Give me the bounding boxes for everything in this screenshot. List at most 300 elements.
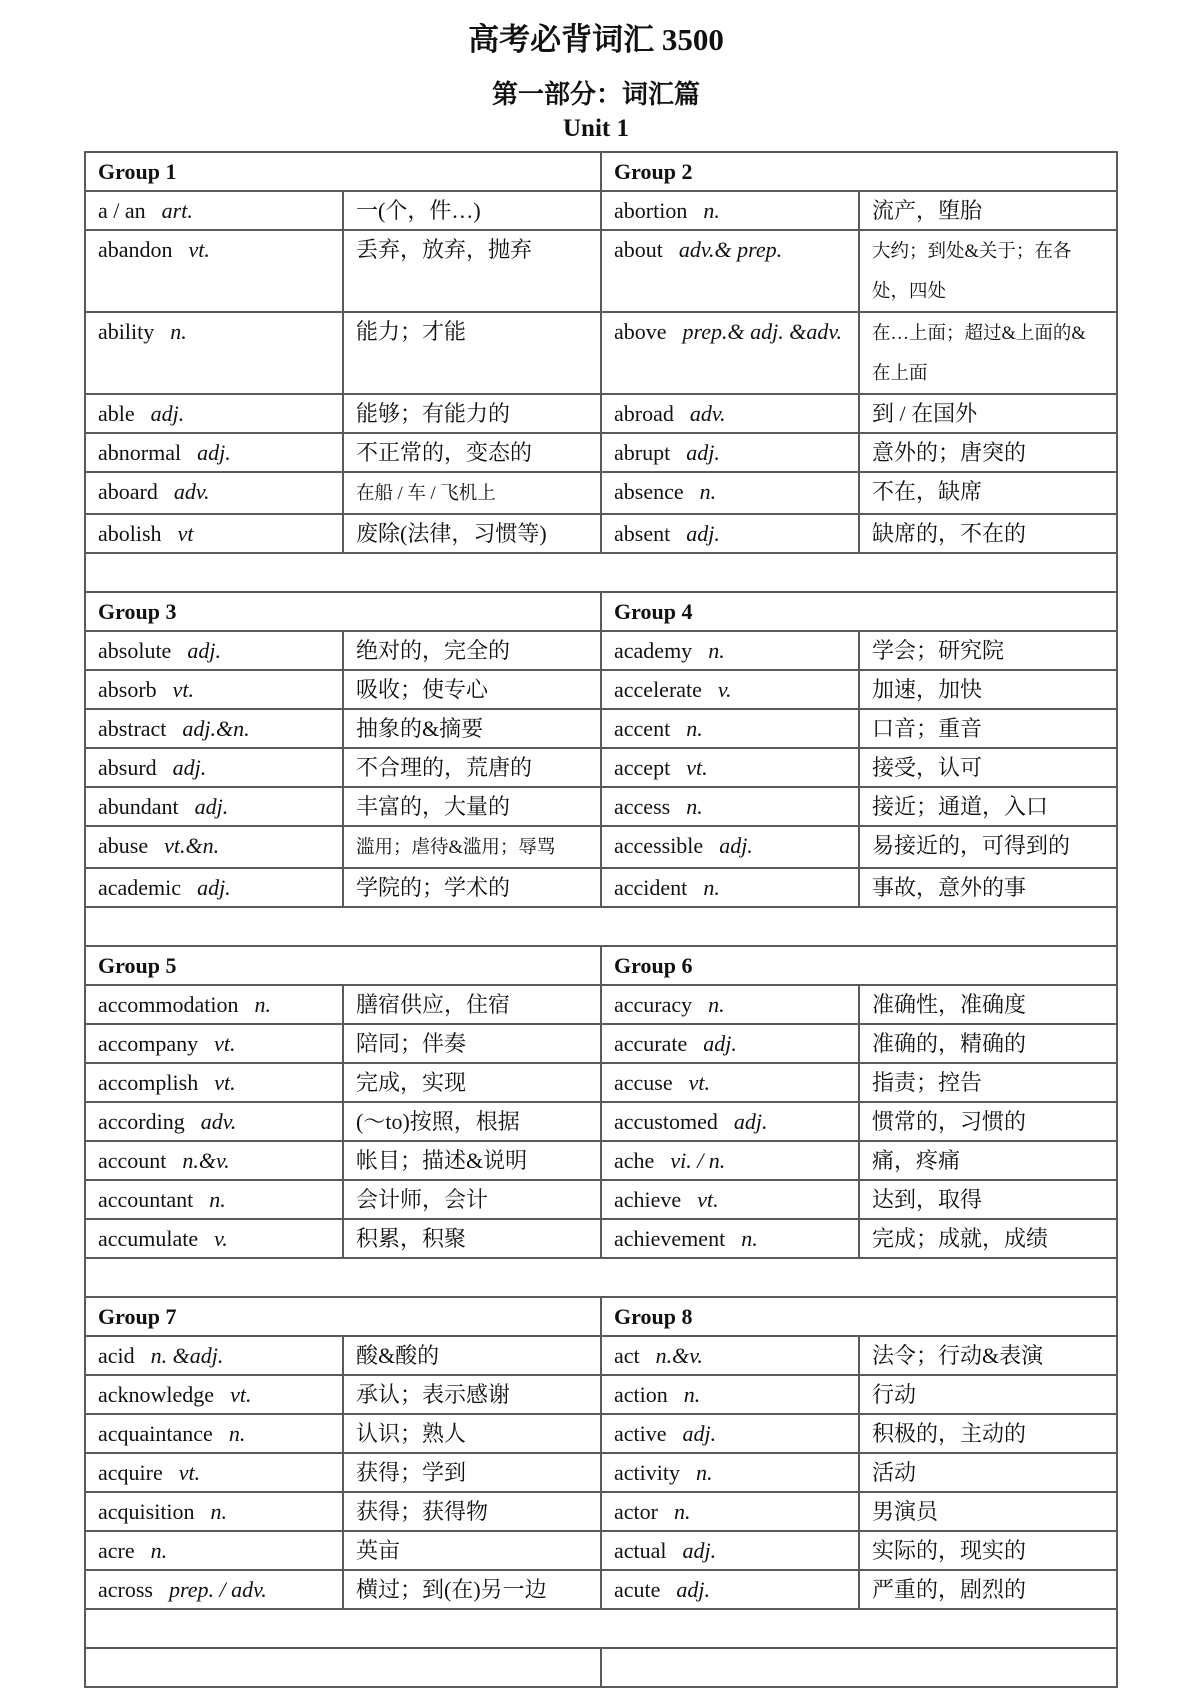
meaning: 一(个，件…) [356, 198, 481, 223]
meaning: 陪同；伴奏 [356, 1031, 467, 1056]
meaning: 能力；才能 [356, 319, 467, 344]
empty-row [85, 1648, 1117, 1687]
meaning-cell [859, 1531, 1117, 1570]
meaning: 行动 [872, 1382, 917, 1407]
word: accuracy [614, 992, 693, 1017]
meaning-cell [859, 709, 1117, 748]
part-of-speech: adv.& prep. [678, 237, 783, 262]
word: abnormal [98, 440, 182, 465]
word: acquisition [98, 1499, 195, 1524]
part-of-speech: n. [696, 1460, 713, 1485]
word: action [614, 1382, 668, 1407]
part-of-speech: n. [170, 319, 187, 344]
part-of-speech: n. [210, 1499, 228, 1524]
word-cell [85, 433, 343, 472]
part-of-speech: n. [708, 638, 725, 663]
meaning-cell [859, 433, 1117, 472]
empty-cell [85, 1258, 1117, 1297]
part-of-speech: adj.&n. [182, 716, 250, 741]
word: a / an [98, 198, 146, 223]
table-row [85, 826, 1117, 868]
word: accident [614, 875, 688, 900]
part-of-speech: n.&v. [655, 1343, 703, 1368]
group-heading: Group 2 [601, 152, 1117, 191]
table-row [85, 631, 1117, 670]
word-cell [601, 1531, 859, 1570]
word: access [614, 794, 671, 819]
word: abrupt [614, 440, 671, 465]
word-cell [601, 787, 859, 826]
group-header-row [85, 592, 1117, 631]
table-row [85, 1375, 1117, 1414]
table-row [85, 191, 1117, 230]
table-row [85, 1063, 1117, 1102]
word: actor [614, 1499, 658, 1524]
meaning: 废除(法律，习惯等) [356, 521, 547, 546]
group-heading: Group 1 [85, 152, 601, 191]
meaning: 获得；获得物 [356, 1499, 489, 1524]
spacer-row [85, 907, 1117, 946]
word-cell [601, 1453, 859, 1492]
word: acquaintance [98, 1421, 213, 1446]
unit-title: Unit 1 [563, 115, 629, 142]
meaning-cell [343, 631, 601, 670]
meaning: 活动 [872, 1460, 917, 1485]
meaning: 能够；有能力的 [356, 401, 511, 426]
word: about [614, 237, 663, 262]
part-of-speech: n. [741, 1226, 758, 1251]
word: across [98, 1577, 153, 1602]
word-cell [601, 868, 859, 907]
word-cell [85, 1141, 343, 1180]
meaning-cell [859, 514, 1117, 553]
spacer-row [85, 1609, 1117, 1648]
part-of-speech: n. [683, 1382, 701, 1407]
meaning-cell [859, 1219, 1117, 1258]
meaning: 获得；学到 [356, 1460, 467, 1485]
meaning-cell [343, 709, 601, 748]
meaning: 准确性，准确度 [872, 992, 1027, 1017]
meaning-cell [859, 230, 1117, 312]
part-of-speech: n.&v. [182, 1148, 230, 1173]
table-row [85, 1141, 1117, 1180]
word: accustomed [614, 1109, 718, 1134]
meaning-cell [859, 191, 1117, 230]
word-cell [85, 1024, 343, 1063]
meaning: 学院的；学术的 [356, 875, 511, 900]
meaning-cell [343, 1414, 601, 1453]
table-row [85, 433, 1117, 472]
table-row [85, 985, 1117, 1024]
meaning: 指责；控告 [872, 1070, 983, 1095]
meaning: 认识；熟人 [356, 1421, 467, 1446]
meaning-cell [343, 1336, 601, 1375]
word-cell [85, 1492, 343, 1531]
word: abuse [98, 833, 149, 858]
part-of-speech: n. [703, 198, 720, 223]
meaning-cell [343, 514, 601, 553]
part-of-speech: prep.& adj. &adv. [682, 319, 843, 344]
part-of-speech: n. [254, 992, 272, 1017]
document-title: 高考必背词汇 3500 [468, 22, 724, 57]
meaning: 接受，认可 [872, 755, 983, 780]
part-of-speech: n. [686, 716, 703, 741]
table-row [85, 1531, 1117, 1570]
vocabulary-table [84, 151, 1118, 1688]
empty-cell [85, 553, 1117, 592]
meaning: 在船 / 车 / 飞机上 [356, 484, 496, 504]
part-of-speech: n. [228, 1421, 246, 1446]
word-cell [85, 1336, 343, 1375]
meaning: 帐目；描述&说明 [356, 1148, 528, 1173]
meaning-cell [859, 1414, 1117, 1453]
word: academic [98, 875, 182, 900]
meaning-cell [343, 1570, 601, 1609]
meaning-cell [859, 787, 1117, 826]
word: accuse [614, 1070, 673, 1095]
meaning: 接近；通道，入口 [872, 794, 1049, 819]
meaning: 英亩 [356, 1538, 401, 1563]
spacer-row [85, 553, 1117, 592]
word-cell [601, 1219, 859, 1258]
meaning: 学会；研究院 [872, 638, 1005, 663]
word: active [614, 1421, 667, 1446]
word: actual [614, 1538, 667, 1563]
word: absolute [98, 638, 172, 663]
meaning: 实际的，现实的 [872, 1538, 1027, 1563]
table-row [85, 312, 1117, 394]
meaning: 不合理的，荒唐的 [356, 755, 533, 780]
word-cell [85, 1063, 343, 1102]
word-cell [85, 1180, 343, 1219]
part-of-speech: vi. / n. [670, 1148, 726, 1173]
word-cell [601, 394, 859, 433]
part-of-speech: n. &adj. [150, 1343, 224, 1368]
group-heading: Group 5 [85, 946, 601, 985]
part-of-speech: adj. [682, 1538, 717, 1563]
part-of-speech: n. [686, 794, 703, 819]
part-of-speech: vt.&n. [164, 833, 220, 858]
meaning-cell [343, 1180, 601, 1219]
table-row [85, 472, 1117, 514]
table-row [85, 230, 1117, 312]
table-row [85, 1453, 1117, 1492]
word: abroad [614, 401, 674, 426]
meaning-cell [859, 1024, 1117, 1063]
meaning-cell [343, 985, 601, 1024]
word: acid [98, 1343, 135, 1368]
section-title: 第一部分：词汇篇 [491, 80, 700, 109]
meaning: 易接近的，可得到的 [872, 833, 1071, 858]
meaning-cell [343, 1102, 601, 1141]
meaning-cell [343, 1141, 601, 1180]
meaning: 不在，缺席 [872, 479, 983, 504]
meaning-cell [343, 670, 601, 709]
word-cell [85, 868, 343, 907]
meaning-cell [343, 1375, 601, 1414]
word-cell [85, 1570, 343, 1609]
meaning: (～to)按照，根据 [356, 1109, 520, 1134]
part-of-speech: adj. [150, 401, 185, 426]
word: absence [614, 479, 684, 504]
part-of-speech: adv. [173, 479, 210, 504]
part-of-speech: vt. [214, 1031, 236, 1056]
part-of-speech: vt. [178, 1460, 201, 1485]
meaning: 流产，堕胎 [872, 198, 983, 223]
part-of-speech: adj. [686, 521, 720, 546]
word-cell [85, 709, 343, 748]
meaning: 法令；行动&表演 [872, 1343, 1044, 1368]
table-row [85, 1102, 1117, 1141]
meaning-cell [343, 826, 601, 868]
table-row [85, 787, 1117, 826]
word-cell [601, 985, 859, 1024]
table-row [85, 1180, 1117, 1219]
part-of-speech: adj. [197, 440, 231, 465]
meaning-cell [859, 868, 1117, 907]
group-heading: Group 7 [85, 1297, 601, 1336]
word-cell [601, 1492, 859, 1531]
part-of-speech: n. [703, 875, 720, 900]
word: accessible [614, 833, 704, 858]
meaning-cell [343, 312, 601, 394]
meaning-cell [343, 748, 601, 787]
group-heading: Group 3 [85, 592, 601, 631]
part-of-speech: v. [214, 1226, 228, 1251]
part-of-speech: prep. / adv. [168, 1577, 267, 1602]
meaning-cell [859, 1180, 1117, 1219]
meaning: 惯常的，习惯的 [872, 1109, 1027, 1134]
word: accurate [614, 1031, 688, 1056]
word: account [98, 1148, 167, 1173]
word: abolish [98, 521, 162, 546]
word-cell [601, 1180, 859, 1219]
table-row [85, 1492, 1117, 1531]
part-of-speech: adj. [733, 1109, 768, 1134]
meaning: 加速，加快 [872, 677, 983, 702]
word-cell [601, 1570, 859, 1609]
part-of-speech: adj. [197, 875, 231, 900]
word: achievement [614, 1226, 726, 1251]
word-cell [601, 472, 859, 514]
meaning-cell [859, 670, 1117, 709]
meaning-cell [343, 191, 601, 230]
part-of-speech: n. [673, 1499, 691, 1524]
word: accept [614, 755, 671, 780]
meaning-cell [859, 1375, 1117, 1414]
word: accelerate [614, 677, 702, 702]
meaning-cell [859, 1492, 1117, 1531]
word-cell [85, 394, 343, 433]
meaning-cell [343, 1219, 601, 1258]
table-row [85, 709, 1117, 748]
word-cell [601, 1024, 859, 1063]
word: aboard [98, 479, 158, 504]
meaning: 男演员 [872, 1499, 939, 1524]
part-of-speech: adj. [676, 1577, 711, 1602]
group-header-row [85, 946, 1117, 985]
table-row [85, 1414, 1117, 1453]
part-of-speech: v. [717, 677, 732, 702]
meaning-cell [859, 1102, 1117, 1141]
meaning-cell [859, 631, 1117, 670]
word-cell [601, 191, 859, 230]
part-of-speech: adv. [200, 1109, 237, 1134]
part-of-speech: n. [150, 1538, 168, 1563]
part-of-speech: n. [699, 479, 717, 504]
meaning: 达到，取得 [872, 1187, 983, 1212]
meaning-cell [859, 1336, 1117, 1375]
word-cell [85, 1414, 343, 1453]
table-row [85, 1219, 1117, 1258]
table-row [85, 1336, 1117, 1375]
part-of-speech: vt. [172, 677, 195, 702]
meaning: 在…上面；超过&上面的&在上面 [872, 324, 1086, 384]
word: act [614, 1343, 640, 1368]
meaning: 准确的，精确的 [872, 1031, 1027, 1056]
group-heading: Group 8 [601, 1297, 1117, 1336]
meaning: 酸&酸的 [356, 1343, 440, 1368]
word-cell [85, 631, 343, 670]
part-of-speech: adv. [689, 401, 726, 426]
word-cell [85, 312, 343, 394]
word: abundant [98, 794, 179, 819]
meaning: 吸收；使专心 [356, 677, 489, 702]
word: acre [98, 1538, 135, 1563]
meaning-cell [343, 787, 601, 826]
part-of-speech: adj. [686, 440, 720, 465]
meaning: 丢弃，放弃，抛弃 [356, 237, 533, 262]
spacer-row [85, 1258, 1117, 1297]
word-cell [85, 230, 343, 312]
part-of-speech: vt. [688, 1070, 711, 1095]
word: absent [614, 521, 671, 546]
word: activity [614, 1460, 680, 1485]
meaning: 痛，疼痛 [872, 1148, 961, 1173]
meaning-cell [859, 1063, 1117, 1102]
word-cell [85, 787, 343, 826]
word-cell [85, 472, 343, 514]
meaning: 绝对的，完全的 [356, 638, 511, 663]
word-cell [85, 514, 343, 553]
part-of-speech: n. [708, 992, 725, 1017]
table-row [85, 748, 1117, 787]
word: absurd [98, 755, 157, 780]
empty-cell [85, 1609, 1117, 1648]
word: acquire [98, 1460, 163, 1485]
meaning-cell [859, 1141, 1117, 1180]
word: absorb [98, 677, 157, 702]
word-cell [85, 191, 343, 230]
group-header-row [85, 152, 1117, 191]
part-of-speech: vt. [697, 1187, 719, 1212]
meaning: 到 / 在国外 [872, 401, 978, 426]
word-cell [601, 1102, 859, 1141]
meaning-cell [343, 394, 601, 433]
word: abortion [614, 198, 688, 223]
meaning-cell [343, 1063, 601, 1102]
word-cell [85, 1219, 343, 1258]
meaning-cell [343, 472, 601, 514]
word: accumulate [98, 1226, 199, 1251]
word: acknowledge [98, 1382, 215, 1407]
word-cell [601, 826, 859, 868]
meaning-cell [343, 1531, 601, 1570]
word-cell [85, 748, 343, 787]
meaning: 滥用；虐待&滥用；辱骂 [356, 838, 556, 858]
word-cell [601, 1375, 859, 1414]
table-row [85, 1024, 1117, 1063]
word-cell [601, 631, 859, 670]
word-cell [85, 1375, 343, 1414]
word: according [98, 1109, 185, 1134]
word-cell [85, 985, 343, 1024]
meaning-cell [343, 1453, 601, 1492]
word-cell [601, 433, 859, 472]
word-cell [601, 1063, 859, 1102]
word-cell [601, 670, 859, 709]
word-cell [601, 1414, 859, 1453]
meaning-cell [343, 868, 601, 907]
table-row [85, 394, 1117, 433]
meaning-cell [343, 230, 601, 312]
meaning: 膳宿供应，住宿 [356, 992, 511, 1017]
word: accountant [98, 1187, 194, 1212]
meaning: 不正常的，变态的 [356, 440, 533, 465]
meaning: 严重的，剧烈的 [872, 1577, 1027, 1602]
meaning-cell [859, 748, 1117, 787]
word: accent [614, 716, 671, 741]
word-cell [601, 230, 859, 312]
meaning: 会计师，会计 [356, 1187, 489, 1212]
meaning-cell [859, 1453, 1117, 1492]
meaning-cell [859, 826, 1117, 868]
part-of-speech: vt. [188, 237, 210, 262]
group-header-row [85, 1297, 1117, 1336]
part-of-speech: art. [161, 198, 193, 223]
meaning: 横过；到(在)另一边 [356, 1577, 547, 1602]
word-cell [601, 709, 859, 748]
word-cell [601, 1336, 859, 1375]
meaning: 承认；表示感谢 [356, 1382, 511, 1407]
part-of-speech: adj. [194, 794, 229, 819]
meaning: 口音；重音 [872, 716, 983, 741]
word: academy [614, 638, 693, 663]
word: accompany [98, 1031, 199, 1056]
word-cell [85, 670, 343, 709]
word-cell [601, 748, 859, 787]
meaning: 缺席的，不在的 [872, 521, 1027, 546]
meaning-cell [343, 1492, 601, 1531]
meaning-cell [859, 394, 1117, 433]
meaning: 丰富的，大量的 [356, 794, 511, 819]
meaning: 完成，实现 [356, 1070, 467, 1095]
meaning-cell [859, 472, 1117, 514]
meaning: 意外的；唐突的 [872, 440, 1027, 465]
part-of-speech: n. [209, 1187, 226, 1212]
part-of-speech: adj. [682, 1421, 717, 1446]
table-row [85, 1570, 1117, 1609]
word-cell [85, 826, 343, 868]
meaning: 积极的，主动的 [872, 1421, 1027, 1446]
word: ache [614, 1148, 655, 1173]
meaning-cell [859, 985, 1117, 1024]
word-cell [601, 514, 859, 553]
empty-cell [85, 1648, 601, 1687]
part-of-speech: adj. [172, 755, 207, 780]
word: accomplish [98, 1070, 199, 1095]
meaning-cell [859, 312, 1117, 394]
